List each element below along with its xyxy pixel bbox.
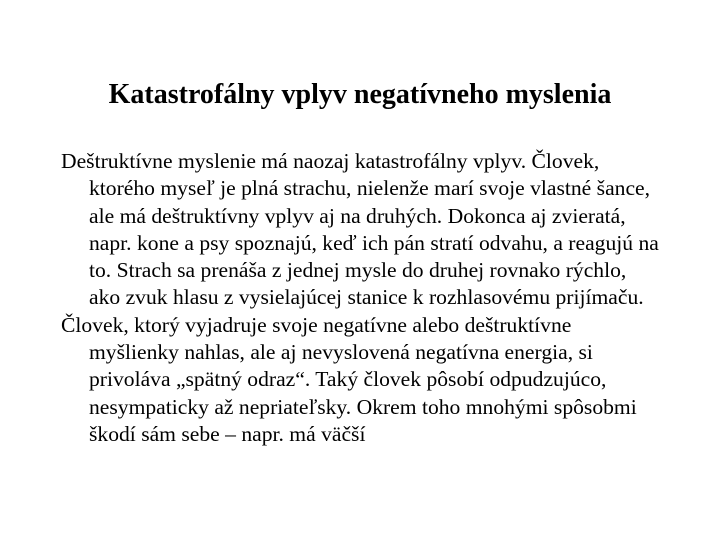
paragraph-2: Človek, ktorý vyjadruje svoje negatívne alebo deštruktívne myšlienky nahlas, ale aj nevyslovená negatívna energia, si privoláva „spätný odraz“. Taký človek pôsobí odpudzujúco, nesympaticky až nepriateľsky. Okrem toho mnohými spôsobmi škodí sám sebe – napr. má väčší bbox=[61, 312, 637, 446]
slide-body bbox=[61, 148, 661, 448]
slide-title: Katastrofálny vplyv negatívneho myslenia bbox=[108, 79, 612, 110]
paragraph-1: Deštruktívne myslenie má naozaj katastrofálny vplyv. Človek, ktorého myseľ je plná strachu, nielenže marí svoje vlastné šance, ale má deštruktívny vplyv aj na druhých. Dokonca aj zvieratá, napr. kone a psy spoznajú, keď ich pán stratí odvahu, a reagujú na to. Strach sa prenáša z jednej mysle do druhej rovnako rýchlo, ako zvuk hlasu z vysielajúcej stanice k rozhlasovému prijímaču. bbox=[61, 149, 659, 310]
